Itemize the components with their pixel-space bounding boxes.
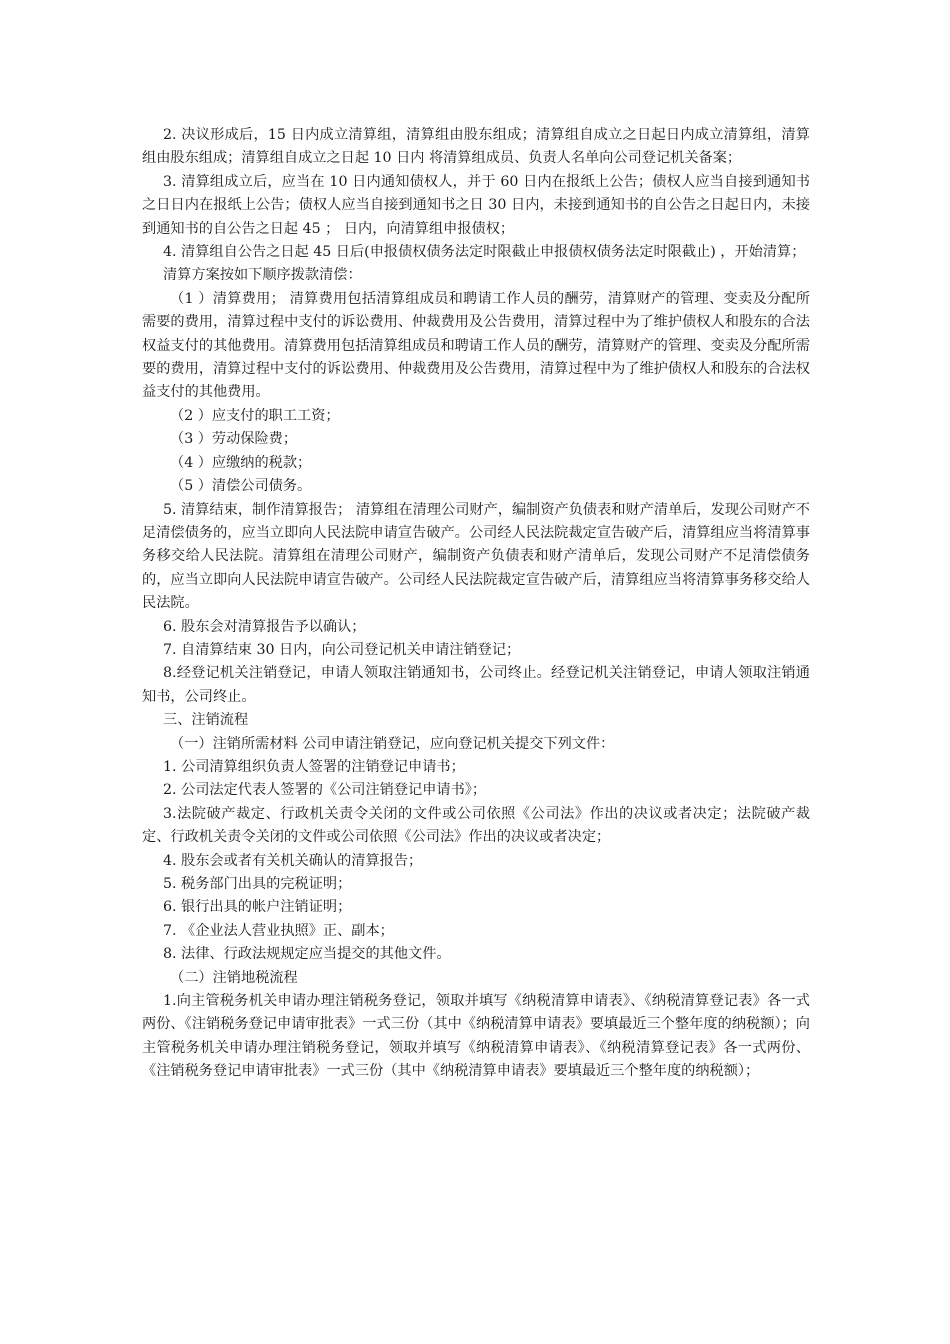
document-body xyxy=(142,124,810,1084)
paragraph-13: 8.经登记机关注销登记，申请人领取注销通知书，公司终止。经登记机关注销登记，申请人领取注销通知书，公司终止。 xyxy=(142,665,810,705)
paragraph-8: （4 ）应缴纳的税款； xyxy=(170,454,312,471)
paragraph-20: 5. 税务部门出具的完税证明； xyxy=(163,876,352,892)
paragraph-2: 3. 清算组成立后，应当在 10 日内通知债权人，并于 60 日内在报纸上公告；债权人应当自接到通知书之日日内在报纸上公告；债权人应当自接到通知书之日 30 日内，未接到通知书的自公告之日起日内，未接到通知书的自公告之日起 45 ； 日内，向清算组申报债权； xyxy=(142,173,810,237)
paragraph-12: 7. 自清算结束 30 日内，向公司登记机关申请注销登记； xyxy=(163,641,521,658)
paragraph-6: （2 ）应支付的职工工资； xyxy=(170,407,340,424)
section-heading: 三、注销流程 xyxy=(163,712,249,729)
subsection-heading-1: （一）注销所需材料 公司申请注销登记，应向登记机关提交下列文件： xyxy=(170,735,615,752)
paragraph-10: 5. 清算结束，制作清算报告； 清算组在清理公司财产，编制资产负债表和财产清单后，发现公司财产不足清偿债务的，应当立即向人民法院申请宣告破产。公司经人民法院裁定宣告破产后，清算组应当将清算事务移交给人民法院。清算组在清理公司财产，编制资产负债表和财产清单后，发现公司财产不足清偿债务的，应当立即向人民法院申请宣告破产。公司经人民法院裁定宣告破产后，清算组应当将清算事务移交给人民法院。 xyxy=(142,501,810,612)
paragraph-17: 2. 公司法定代表人签署的《公司注销登记申请书》； xyxy=(163,782,487,799)
paragraph-23: 8. 法律、行政法规规定应当提交的其他文件。 xyxy=(163,946,451,963)
paragraph-7: （3 ）劳动保险费； xyxy=(170,431,298,448)
paragraph-21: 6. 银行出具的帐户注销证明； xyxy=(163,899,352,916)
paragraph-18: 3.法院破产裁定、行政机关责令关闭的文件或公司依照《公司法》作出的决议或者决定；法院破产裁定、行政机关责令关闭的文件或公司依照《公司法》作出的决议或者决定； xyxy=(142,805,810,846)
paragraph-4: 清算方案按如下顺序拨款清偿： xyxy=(163,267,362,284)
paragraph-25: 1.向主管税务机关申请办理注销税务登记，领取并填写《纳税清算申请表》、《纳税清算登记表》各一式两份、《注销税务登记申请审批表》一式三份（其中《纳税清算申请表》要填最近三个整年度的纳税额）；向主管税务机关申请办理注销税务登记，领取并填写《纳税清算申请表》、《纳税清算登记表》各一式两份、《注销税务登记申请审批表》一式三份（其中《纳税清算申请表》要填最近三个整年度的纳税额）； xyxy=(142,993,810,1080)
paragraph-22: 7. 《企业法人营业执照》正、副本； xyxy=(163,922,394,939)
subsection-heading-2: （二）注销地税流程 xyxy=(170,969,298,986)
paragraph-19: 4. 股东会或者有关机关确认的清算报告； xyxy=(163,852,423,869)
paragraph-5: （1 ）清算费用； 清算费用包括清算组成员和聘请工作人员的酬劳，清算财产的管理、变卖及分配所需要的费用，清算过程中支付的诉讼费用、仲裁费用及公告费用，清算过程中为了维护债权人和股东的合法权益支付的其他费用。清算费用包括清算组成员和聘请工作人员的酬劳，清算财产的管理、变卖及分配所需要的费用，清算过程中支付的诉讼费用、仲裁费用及公告费用，清算过程中为了维护债权人和股东的合法权益支付的其他费用。 xyxy=(142,290,810,401)
paragraph-16: 1. 公司清算组织负责人签署的注销登记申请书； xyxy=(163,758,465,775)
paragraph-11: 6. 股东会对清算报告予以确认； xyxy=(163,618,366,635)
paragraph-1: 2. 决议形成后，15 日内成立清算组，清算组由股东组成；清算组自成立之日起日内成立清算组，清算组由股东组成；清算组自成立之日起 10 日内 将清算组成员、负责人名单向公司登记机关备案； xyxy=(142,127,810,167)
paragraph-9: （5 ）清偿公司债务。 xyxy=(170,478,312,495)
paragraph-3: 4. 清算组自公告之日起 45 日后(申报债权债务法定时限截止申报债权债务法定时限截止) ，开始清算； xyxy=(163,244,806,261)
